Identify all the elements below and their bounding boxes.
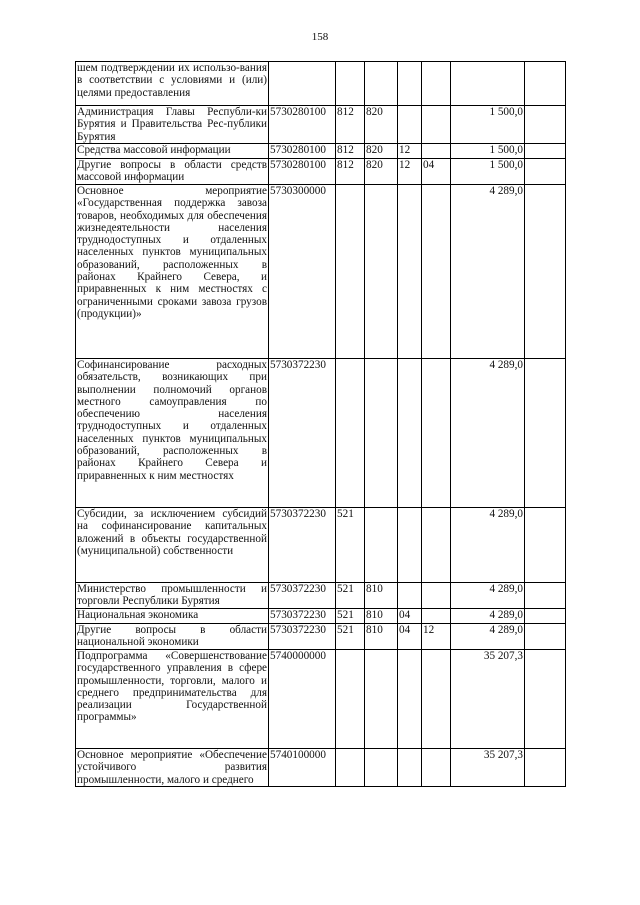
- amount-cell: 4 289,0: [451, 359, 525, 508]
- subsection-code-cell: [398, 62, 422, 106]
- table-row: [76, 144, 566, 159]
- amount-cell: 4 289,0: [451, 583, 525, 609]
- section-code-cell: [365, 185, 398, 359]
- subsection-code-cell: [398, 749, 422, 787]
- extra-cell: [525, 159, 566, 185]
- extra-cell: [525, 650, 566, 749]
- subsection-code-cell: 04: [398, 609, 422, 624]
- subsection-code-cell: [398, 359, 422, 508]
- section-code-cell: [365, 749, 398, 787]
- row-name-cell: Основное мероприятие «Обеспечение устойчивого развития промышленности, малого и среднего: [77, 749, 267, 786]
- row-name-cell: Софинансирование расходных обязательств, возникающих при выполнении полномочий органов местного самоуправления по обеспечению населения труднодоступных и отдаленных населенных пунктов муниципальных образований, расположенных в районах Крайнего Севера и приравненных к ним местностях: [76, 359, 269, 508]
- row-name-cell: шем подтверждении их использо-вания в соответствии с условиями и (или) целями предоставления: [76, 62, 269, 106]
- target-article-cell: 5730300000: [269, 185, 336, 359]
- extra-cell: [525, 624, 566, 650]
- expense-type-cell: [422, 508, 451, 583]
- amount-cell: 35 207,3: [451, 749, 525, 787]
- target-article-cell: 5730372230: [269, 583, 336, 609]
- amount-cell: [451, 62, 525, 106]
- expense-type-cell: [422, 144, 451, 159]
- section-code-cell: [365, 62, 398, 106]
- expense-type-cell: 12: [422, 624, 451, 650]
- amount-cell: 4 289,0: [451, 508, 525, 583]
- table-row: [76, 62, 566, 106]
- expense-type-cell: [422, 185, 451, 359]
- ministry-code-cell: [336, 359, 365, 508]
- section-code-cell: [365, 359, 398, 508]
- row-name-cell: Другие вопросы в области национальной экономики: [77, 624, 267, 649]
- row-name-cell: Национальная экономика: [76, 609, 269, 624]
- ministry-code-cell: 812: [336, 106, 365, 144]
- ministry-code-cell: 812: [336, 159, 365, 185]
- ministry-code-cell: [336, 650, 365, 749]
- target-article-cell: 5730372230: [269, 624, 336, 650]
- extra-cell: [525, 359, 566, 508]
- extra-cell: [525, 62, 566, 106]
- expense-type-cell: [422, 62, 451, 106]
- table-row: [76, 159, 566, 185]
- ministry-code-cell: 521: [336, 508, 365, 583]
- expense-type-cell: 04: [422, 159, 451, 185]
- table-row: [76, 650, 566, 749]
- ministry-code-cell: [336, 749, 365, 787]
- target-article-cell: 5730372230: [269, 609, 336, 624]
- table-row: [76, 749, 566, 787]
- ministry-code-cell: [336, 185, 365, 359]
- subsection-code-cell: 12: [398, 159, 422, 185]
- expense-type-cell: [422, 583, 451, 609]
- section-code-cell: 820: [365, 106, 398, 144]
- expense-type-cell: [422, 749, 451, 787]
- table-row: [76, 583, 566, 609]
- target-article-cell: 5740000000: [269, 650, 336, 749]
- section-code-cell: [365, 508, 398, 583]
- row-name-cell: Администрация Главы Республи-ки Бурятия и Правительства Рес-публики Бурятия: [77, 106, 267, 143]
- extra-cell: [525, 609, 566, 624]
- subsection-code-cell: 04: [398, 624, 422, 650]
- ministry-code-cell: 812: [336, 144, 365, 159]
- target-article-cell: 5730372230: [269, 508, 336, 583]
- table-row: [76, 185, 566, 359]
- section-code-cell: 810: [365, 583, 398, 609]
- target-article-cell: 5730280100: [269, 106, 336, 144]
- amount-cell: 4 289,0: [451, 185, 525, 359]
- extra-cell: [525, 144, 566, 159]
- row-name-cell: Другие вопросы в области средств массовой информации: [77, 159, 267, 184]
- extra-cell: [525, 185, 566, 359]
- ministry-code-cell: 521: [336, 609, 365, 624]
- amount-cell: 35 207,3: [451, 650, 525, 749]
- target-article-cell: 5730372230: [269, 359, 336, 508]
- section-code-cell: 810: [365, 624, 398, 650]
- extra-cell: [525, 106, 566, 144]
- amount-cell: 1 500,0: [451, 159, 525, 185]
- ministry-code-cell: 521: [336, 583, 365, 609]
- amount-cell: 1 500,0: [451, 144, 525, 159]
- subsection-code-cell: 12: [398, 144, 422, 159]
- ministry-code-cell: [336, 62, 365, 106]
- expense-type-cell: [422, 359, 451, 508]
- section-code-cell: [365, 650, 398, 749]
- extra-cell: [525, 508, 566, 583]
- page-number: 158: [311, 31, 329, 43]
- extra-cell: [525, 583, 566, 609]
- row-name-cell: Министерство промышленности и торговли Республики Бурятия: [77, 583, 267, 608]
- table-row: [76, 609, 566, 624]
- row-name-cell: Подпрограмма «Совершенствование государственного управления в сфере промышленности, торговли, малого и среднего предпринимательства для реализации Государственной программы»: [76, 650, 269, 749]
- subsection-code-cell: [398, 106, 422, 144]
- row-name-cell: Субсидии, за исключением субсидий на софинансирование капитальных вложений в объекты государственной (муниципальной) собственности: [76, 508, 269, 583]
- expense-type-cell: [422, 106, 451, 144]
- subsection-code-cell: [398, 650, 422, 749]
- section-code-cell: 820: [365, 144, 398, 159]
- target-article-cell: 5740100000: [269, 749, 336, 787]
- target-article-cell: [269, 62, 336, 106]
- ministry-code-cell: 521: [336, 624, 365, 650]
- row-name-cell: Основное мероприятие «Государственная поддержка завоза товаров, необходимых для обеспечения жизнедеятельности населения труднодоступных и отдаленных населенных пунктов муниципальных образований, расположенных в районах Крайнего Севера, и приравненных к ним местностях с ограниченными сроками завоза грузов (продукции)»: [76, 185, 269, 359]
- table-row: [76, 106, 566, 144]
- expense-type-cell: [422, 650, 451, 749]
- section-code-cell: 820: [365, 159, 398, 185]
- amount-cell: 4 289,0: [451, 609, 525, 624]
- section-code-cell: 810: [365, 609, 398, 624]
- subsection-code-cell: [398, 185, 422, 359]
- table-row: [76, 508, 566, 583]
- target-article-cell: 5730280100: [269, 159, 336, 185]
- target-article-cell: 5730280100: [269, 144, 336, 159]
- table-row: [76, 359, 566, 508]
- amount-cell: 1 500,0: [451, 106, 525, 144]
- subsection-code-cell: [398, 508, 422, 583]
- table-row: [76, 624, 566, 650]
- subsection-code-cell: [398, 583, 422, 609]
- row-name-cell: Средства массовой информации: [76, 144, 269, 159]
- expense-type-cell: [422, 609, 451, 624]
- extra-cell: [525, 749, 566, 787]
- budget-table: [75, 61, 566, 787]
- amount-cell: 4 289,0: [451, 624, 525, 650]
